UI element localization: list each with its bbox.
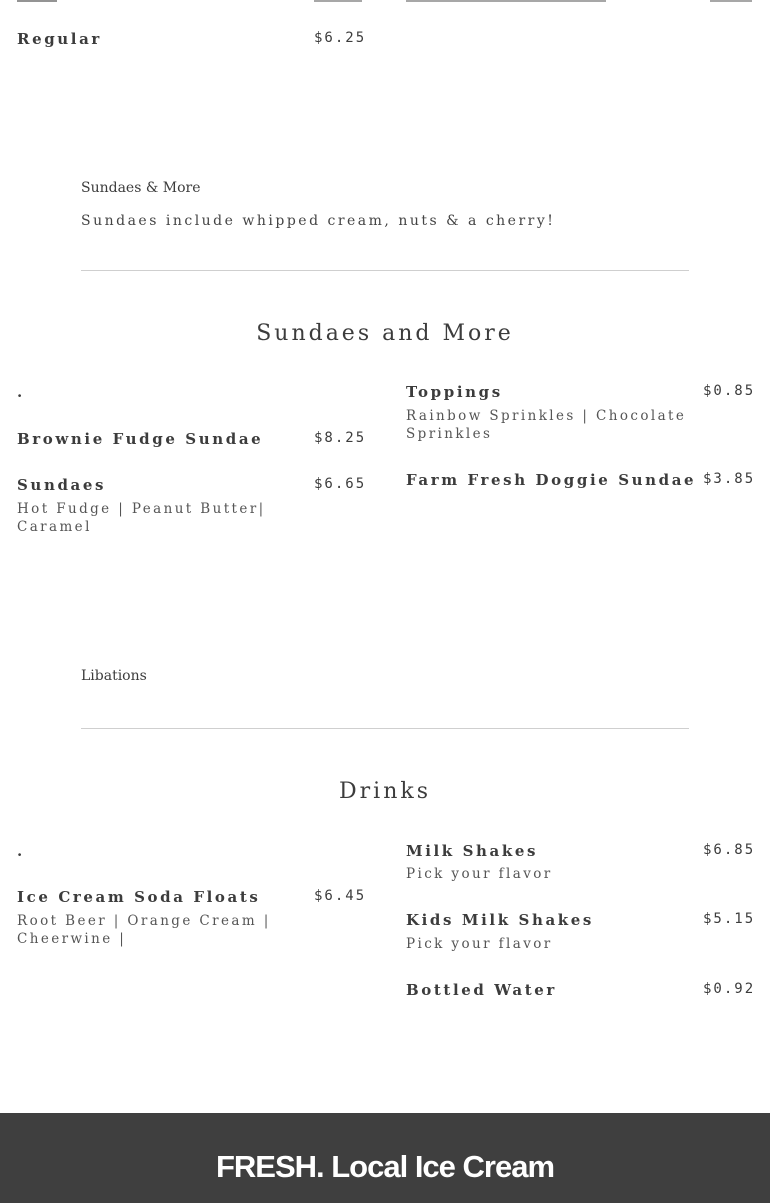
section-subtitle: Sundaes include whipped cream, nuts & a cherry!: [81, 213, 556, 229]
menu-item-name: Bottled Water: [406, 981, 557, 999]
menu-item-price: $6.45: [314, 888, 367, 904]
cutoff-item-right: [406, 0, 606, 2]
menu-item-price: $6.85: [703, 842, 756, 858]
menu-item-price: $0.85: [703, 383, 756, 399]
menu-item-name: Ice Cream Soda Floats: [17, 888, 261, 906]
menu-item-name: Sundaes: [17, 476, 107, 494]
menu-item-price: $5.15: [703, 911, 756, 927]
cutoff-price-right: [710, 0, 752, 2]
footer-tagline: FRESH. Local Ice Cream: [215, 1149, 555, 1184]
section-small-title: Libations: [81, 668, 147, 684]
menu-item-price: $6.65: [314, 476, 367, 492]
menu-item-name: Farm Fresh Doggie Sundae: [406, 471, 697, 489]
menu-item-description: Pick your flavor: [406, 866, 553, 882]
menu-item-price: $0.92: [703, 981, 756, 997]
menu-item-description: Rainbow Sprinkles | Chocolate Sprinkles: [406, 408, 687, 442]
menu-item-price: $3.85: [703, 471, 756, 487]
column-dot: .: [17, 383, 25, 401]
menu-item-description: Root Beer | Orange Cream | Cheerwine |: [17, 913, 271, 947]
cutoff-row: [0, 0, 770, 6]
menu-item-description: Hot Fudge | Peanut Butter| Caramel: [17, 501, 266, 535]
menu-item-name: Milk Shakes: [406, 842, 539, 860]
menu-item-description: Pick your flavor: [406, 936, 553, 952]
section-divider: [81, 270, 689, 271]
menu-item-price: $6.25: [314, 30, 367, 46]
section-title: Sundaes and More: [256, 321, 514, 346]
footer-banner: [0, 1113, 770, 1203]
cutoff-item-left: [17, 0, 57, 2]
cutoff-price-left: [314, 0, 362, 2]
menu-item-name: Toppings: [406, 383, 503, 401]
menu-item-name: Kids Milk Shakes: [406, 911, 594, 929]
section-title: Drinks: [339, 779, 431, 804]
section-divider: [81, 728, 689, 729]
menu-item-name: Regular: [17, 30, 102, 48]
column-dot: .: [17, 842, 25, 860]
menu-item-price: $8.25: [314, 430, 367, 446]
menu-item-name: Brownie Fudge Sundae: [17, 430, 264, 448]
section-small-title: Sundaes & More: [81, 180, 201, 196]
